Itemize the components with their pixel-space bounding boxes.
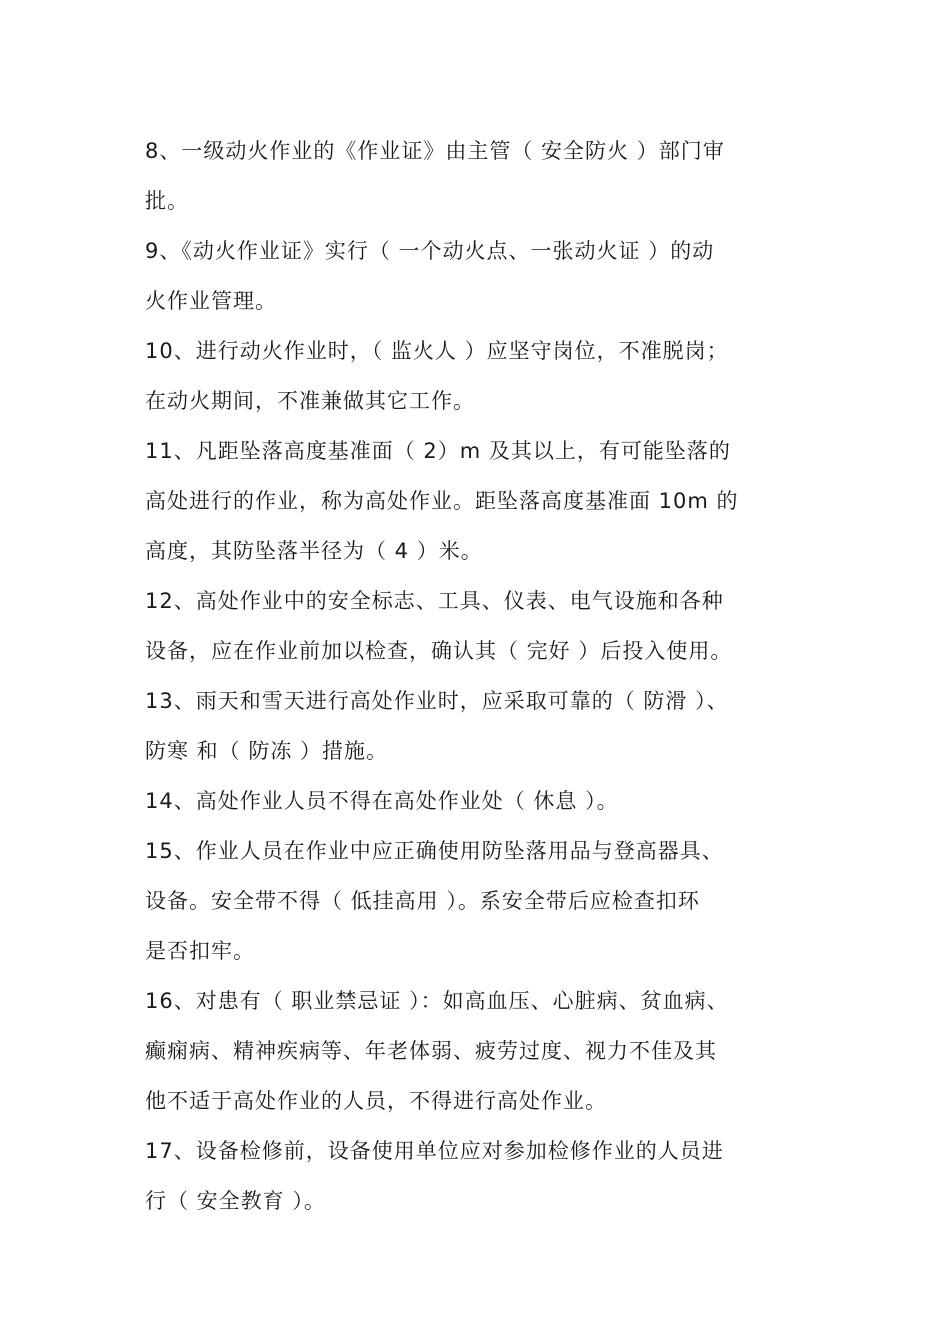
text-line: 设备，应在作业前加以检查，确认其（ 完好 ）后投入使用。: [145, 639, 733, 663]
text-line: 17、设备检修前，设备使用单位应对参加检修作业的人员进: [145, 1139, 724, 1163]
text-line: 13、雨天和雪天进行高处作业时，应采取可靠的（ 防滑 ）、: [145, 689, 729, 713]
text-line: 在动火期间，不准兼做其它工作。: [145, 389, 475, 413]
text-line: 癫痫病、精神疾病等、年老体弱、疲劳过度、视力不佳及其: [145, 1039, 717, 1063]
text-line: 9、《动火作业证》实行（ 一个动火点、一张动火证 ）的动: [145, 239, 715, 263]
text-line: 设备。安全带不得（ 低挂高用 ）。系安全带后应检查扣环: [145, 889, 700, 913]
text-line: 防寒 和（ 防冻 ）措施。: [145, 739, 389, 763]
text-line: 14、高处作业人员不得在高处作业处（ 休息 ）。: [145, 789, 619, 813]
document-body: [145, 126, 830, 1226]
text-line: 是否扣牢。: [145, 939, 255, 963]
text-line: 8、一级动火作业的《作业证》由主管（ 安全防火 ）部门审: [145, 139, 725, 163]
text-line: 批。: [145, 189, 189, 213]
text-line: 火作业管理。: [145, 289, 277, 313]
text-line: 11、凡距坠落高度基准面（ 2）m 及其以上，有可能坠落的: [145, 439, 731, 463]
text-line: 高处进行的作业，称为高处作业。距坠落高度基准面 10m 的: [145, 489, 739, 513]
text-line: 10、进行动火作业时，（ 监火人 ）应坚守岗位，不准脱岗；: [145, 339, 729, 363]
text-line: 12、高处作业中的安全标志、工具、仪表、电气设施和各种: [145, 589, 724, 613]
text-line: 16、对患有（ 职业禁忌证 ）：如高血压、心脏病、贫血病、: [145, 989, 729, 1013]
text-line: 行（ 安全教育 ）。: [145, 1189, 326, 1213]
text-line: 他不适于高处作业的人员，不得进行高处作业。: [145, 1089, 607, 1113]
text-line: 15、作业人员在作业中应正确使用防坠落用品与登高器具、: [145, 839, 724, 863]
text-line: 高度，其防坠落半径为（ 4 ）米。: [145, 539, 483, 563]
